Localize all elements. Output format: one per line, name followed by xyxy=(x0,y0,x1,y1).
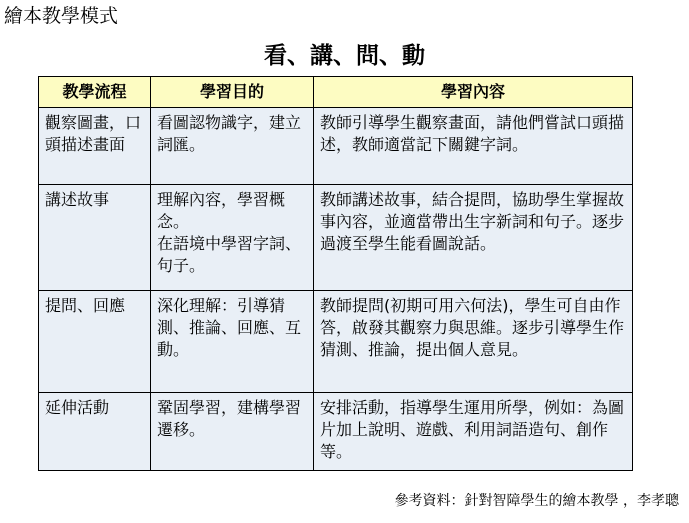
teaching-mode-table xyxy=(38,76,633,471)
table-row xyxy=(39,393,633,471)
table-row xyxy=(39,291,633,393)
purpose-line: 在語境中學習字詞、句子。 xyxy=(157,234,302,275)
stage-cell: 觀察圖畫，口頭描述畫面 xyxy=(39,108,151,185)
page-title: 繪本教學模式 xyxy=(4,5,119,27)
purpose-line: 深化理解：引導猜測、推論、回應、互動。 xyxy=(157,296,302,359)
purpose-cell xyxy=(151,185,314,291)
stage-cell: 延伸活動 xyxy=(39,393,151,471)
table-heading: 看、講、問、動 xyxy=(264,43,425,69)
content-cell: 安排活動，指導學生運用所學，例如：為圖片加上說明、遊戲、利用詞語造句、創作等。 xyxy=(314,393,633,471)
purpose-cell xyxy=(151,291,314,393)
content-cell: 教師引導學生觀察畫面，請他們嘗試口頭描述，教師適當記下關鍵字詞。 xyxy=(314,108,633,185)
header-teaching-process: 教學流程 xyxy=(39,77,151,108)
content-cell: 教師講述故事，結合提問，協助學生掌握故事內容，並適當帶出生字新詞和句子。逐步過渡至學生能看圖說話。 xyxy=(314,185,633,291)
header-learning-content: 學習內容 xyxy=(314,77,633,108)
stage-cell: 講述故事 xyxy=(39,185,151,291)
citation: 參考資料：針對智障學生的繪本教學 ，李孝聰 xyxy=(394,493,679,509)
purpose-line: 看圖認物識字，建立詞匯。 xyxy=(157,113,302,154)
purpose-line: 鞏固學習，建構學習遷移。 xyxy=(157,398,302,439)
purpose-cell xyxy=(151,108,314,185)
table-row xyxy=(39,185,633,291)
header-learning-purpose: 學習目的 xyxy=(151,77,314,108)
content-cell: 教師提問(初期可用六何法)，學生可自由作答，啟發其觀察力與思維。逐步引導學生作猜測、推論，提出個人意見。 xyxy=(314,291,633,393)
table-row xyxy=(39,108,633,185)
purpose-cell xyxy=(151,393,314,471)
stage-cell: 提問、回應 xyxy=(39,291,151,393)
table-header-row xyxy=(39,77,633,108)
purpose-line: 理解內容，學習概念。 xyxy=(157,190,286,231)
